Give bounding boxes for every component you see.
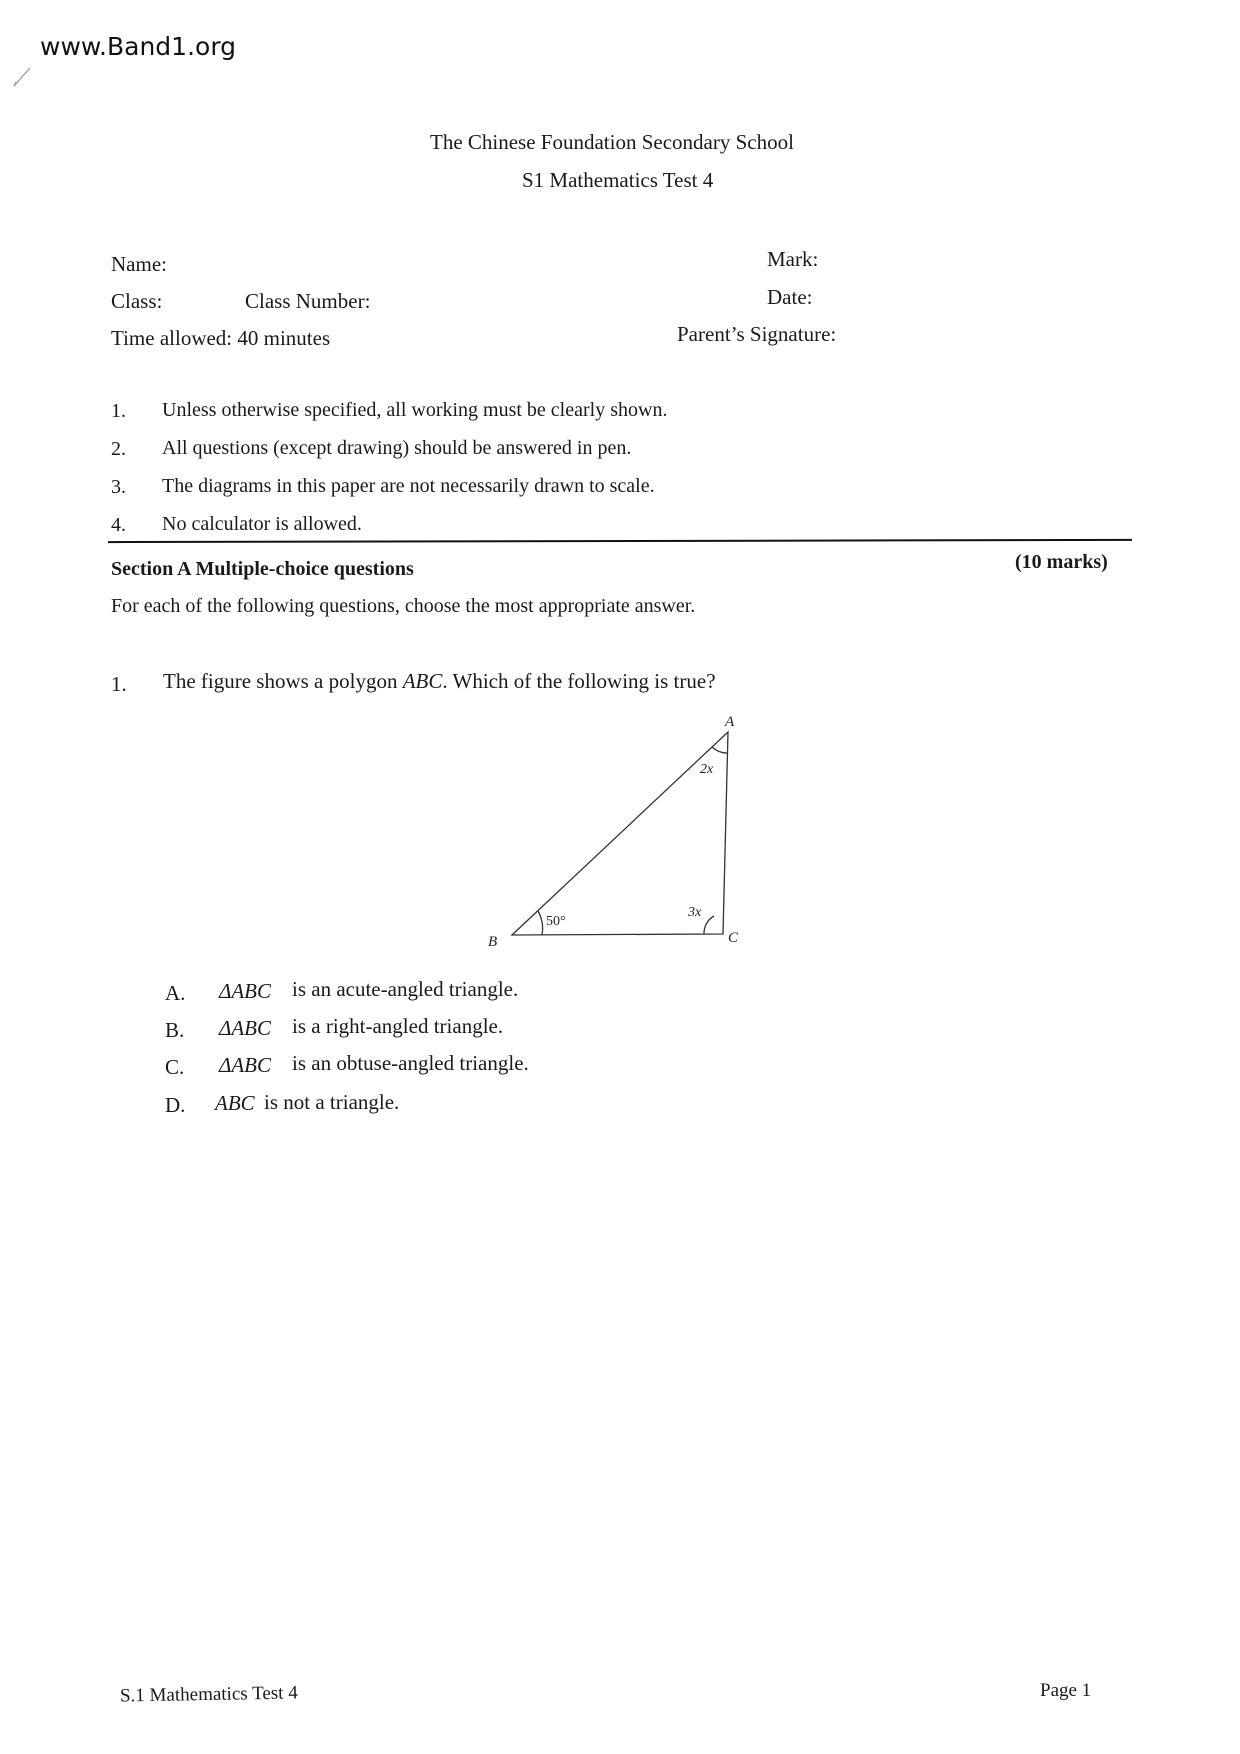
angle-a-arc	[712, 747, 727, 753]
instruction-text: No calculator is allowed.	[162, 513, 362, 535]
instruction-text: All questions (except drawing) should be answered in pen.	[162, 437, 632, 459]
option-math: ABC	[215, 1091, 255, 1115]
school-name: The Chinese Foundation Secondary School	[430, 130, 794, 154]
instruction-number: 3.	[111, 476, 126, 498]
section-marks: (10 marks)	[1015, 551, 1108, 573]
option-math: ΔABC	[219, 979, 271, 1003]
vertex-c-label: C	[728, 930, 739, 946]
option-letter: A.	[165, 981, 186, 1005]
instruction-number: 4.	[111, 514, 126, 536]
polygon-name: ABC	[402, 669, 443, 693]
option-letter: B.	[165, 1018, 185, 1042]
section-intro: For each of the following questions, choose the most appropriate answer.	[111, 595, 696, 617]
vertex-b-label: B	[488, 934, 498, 950]
option-math: ΔABC	[219, 1053, 271, 1077]
class-label: Class:	[111, 289, 163, 313]
option-math: ΔABC	[219, 1016, 271, 1040]
vertex-a-label: A	[725, 714, 735, 730]
pen-mark-icon	[10, 64, 36, 90]
time-allowed-label: Time allowed: 40 minutes	[111, 326, 331, 350]
option-letter: D.	[165, 1093, 186, 1117]
instruction-number: 1.	[111, 400, 126, 422]
date-label: Date:	[767, 285, 813, 309]
option-letter: C.	[165, 1055, 185, 1079]
question-number: 1.	[111, 672, 127, 696]
parent-signature-label: Parent’s Signature:	[677, 322, 837, 346]
option-text: is a right-angled triangle.	[292, 1014, 504, 1038]
option-text: is not a triangle.	[264, 1090, 400, 1114]
class-number-label: Class Number:	[245, 289, 371, 313]
site-watermark: www.Band1.org	[40, 32, 237, 61]
angle-c-label: 3x	[688, 905, 702, 920]
name-label: Name:	[111, 252, 167, 276]
instruction-number: 2.	[111, 438, 126, 460]
angle-c-arc	[704, 916, 714, 934]
option-text: is an acute-angled triangle.	[292, 977, 519, 1001]
footer-test-name: S.1 Mathematics Test 4	[119, 1682, 298, 1707]
instruction-text: The diagrams in this paper are not necessarily drawn to scale.	[162, 475, 655, 497]
section-divider	[108, 539, 1132, 543]
mark-label: Mark:	[767, 247, 819, 271]
instruction-text: Unless otherwise specified, all working must be clearly shown.	[162, 399, 668, 421]
angle-b-arc	[538, 911, 543, 935]
test-title: S1 Mathematics Test 4	[522, 168, 714, 192]
angle-b-label: 50°	[546, 914, 566, 929]
angle-a-label: 2x	[700, 762, 714, 777]
question-text: The figure shows a polygon ABC. Which of the following is true?	[163, 669, 716, 693]
footer-page-number: Page 1	[1040, 1680, 1092, 1701]
section-title: Section A Multiple-choice questions	[111, 558, 414, 580]
triangle-figure	[470, 700, 770, 960]
option-text: is an obtuse-angled triangle.	[292, 1051, 529, 1075]
